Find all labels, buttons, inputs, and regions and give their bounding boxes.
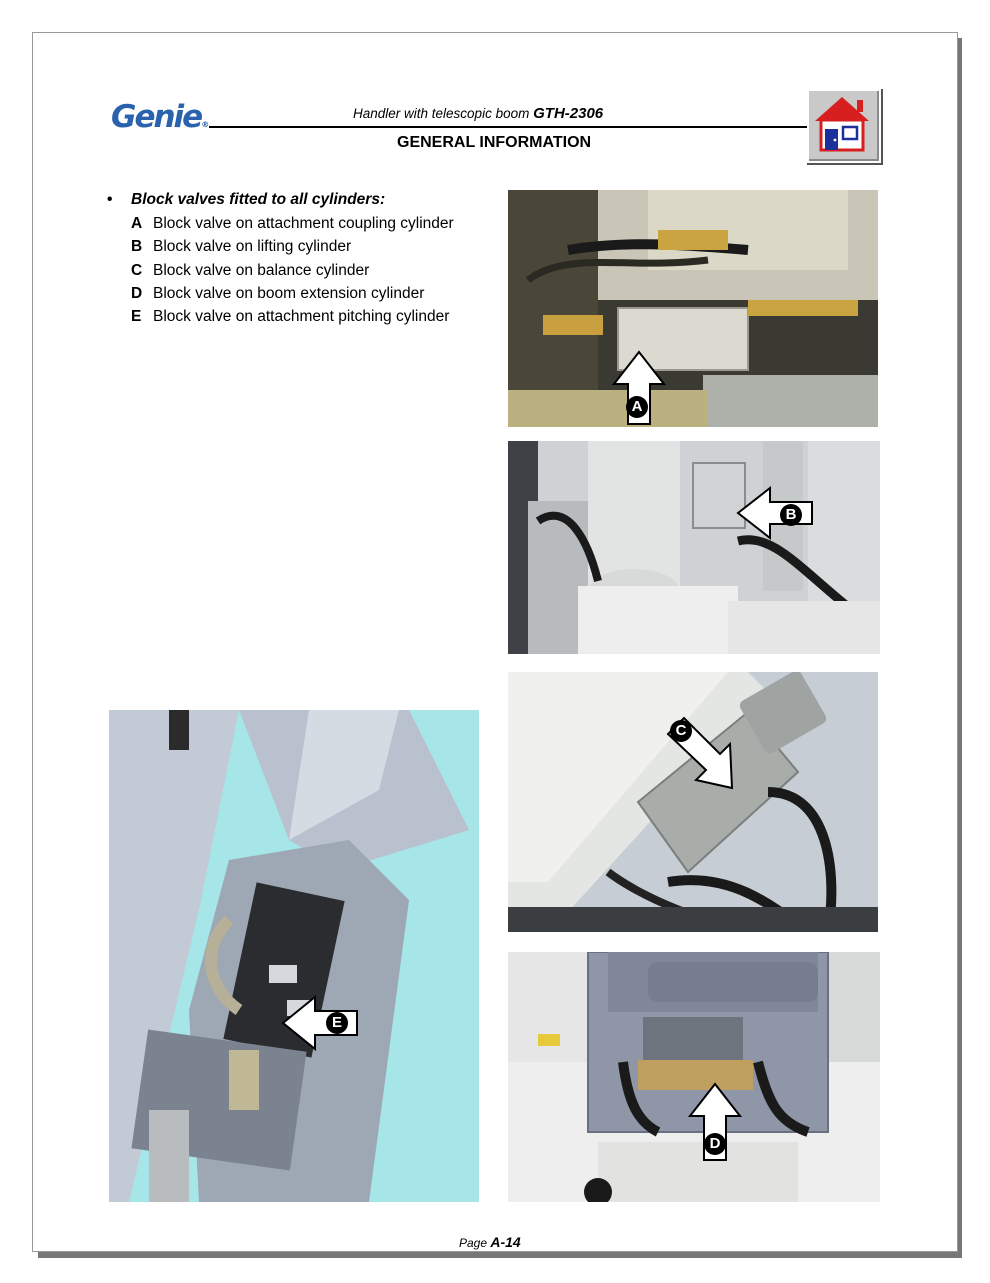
- photo-c-balance-cylinder: [508, 672, 878, 932]
- arrow-b-icon: [736, 486, 814, 540]
- photo-d-boom-extension: [508, 952, 880, 1202]
- page-label: Page: [459, 1236, 488, 1250]
- photo-a-attachment-coupling: [508, 190, 878, 427]
- photo-e-attachment-pitching: [109, 710, 479, 1202]
- header-rule: [209, 126, 811, 128]
- home-button[interactable]: [807, 89, 881, 163]
- callout-d: D: [704, 1133, 726, 1155]
- callout-e: E: [326, 1012, 348, 1034]
- page-footer: [459, 1234, 521, 1250]
- home-icon: [809, 91, 875, 157]
- arrow-c-icon: [656, 716, 736, 792]
- callout-a: A: [626, 396, 648, 418]
- document-page: Genie® Handler with telescopic boom GTH-2306 GENERAL INFORMATION • Block valves fitted to all cylinders: A Block valve on attachment coupling cylinder B Block valve on lifting cylinder C Block valve on balance cylinder D Block valve on boom extension cylinder E Block valve on attachment pitching cylinder A B C D E Page A-14: [32, 32, 958, 1252]
- photo-b-lifting-cylinder: [508, 441, 880, 654]
- genie-logo: Genie®: [111, 99, 210, 135]
- document-subtitle: Handler with telescopic boom GTH-2306: [353, 105, 604, 122]
- section-title: GENERAL INFORMATION: [397, 134, 592, 151]
- callout-c: C: [670, 720, 692, 742]
- model-number: GTH-2306: [533, 105, 604, 122]
- callout-b: B: [780, 504, 802, 526]
- page-number: A-14: [490, 1234, 521, 1250]
